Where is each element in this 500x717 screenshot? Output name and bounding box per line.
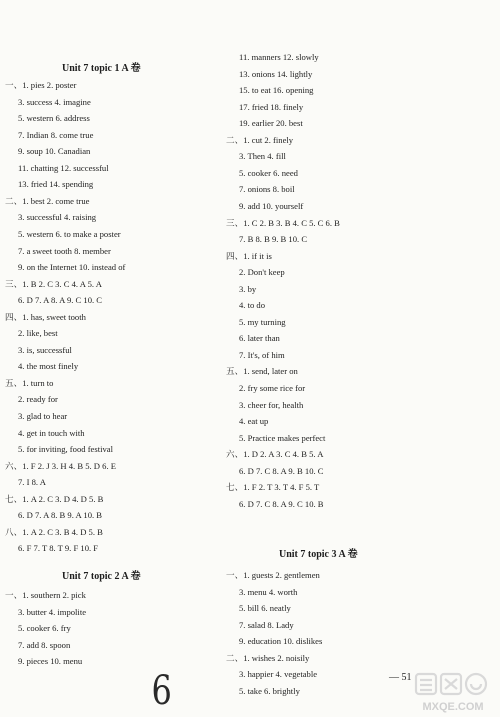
answer-line: 13. fried 14. spending (18, 179, 94, 190)
answer-line: 五、1. send, later on (226, 366, 298, 377)
answer-line: 17. fried 18. finely (239, 101, 304, 112)
watermark-logo (408, 672, 498, 716)
answer-line: 3. happier 4. vegetable (239, 669, 318, 679)
page-number: — 51 (389, 672, 412, 683)
answer-line: 四、1. has, sweet tooth (5, 311, 86, 322)
answer-line: 6. D 7. A 8. B 9. A 10. B (18, 510, 103, 521)
answer-line: 7. add 8. spoon (18, 639, 71, 650)
answer-line: 三、1. B 2. C 3. C 4. A 5. A (5, 278, 102, 289)
answer-line: 11. manners 12. slowly (239, 52, 319, 62)
answer-line: 7. onions 8. boil (239, 184, 295, 195)
answer-line: 一、1. pies 2. poster (5, 80, 77, 90)
answer-line: 11. chatting 12. successful (18, 162, 109, 173)
answer-line: 5. for inviting, food festival (18, 444, 113, 455)
answer-line: 7. salad 8. Lady (239, 619, 294, 630)
answer-line: 五、1. turn to (5, 377, 54, 388)
answer-line: 5. western 6. to make a poster (18, 228, 121, 239)
section-heading: Unit 7 topic 3 A 卷 (279, 549, 358, 560)
answer-line: 7. Indian 8. come true (18, 129, 94, 140)
watermark-text: MXQE.COM (422, 701, 484, 713)
answer-line: 9. on the Internet 10. instead of (18, 262, 126, 273)
answer-line: 2. like, best (18, 328, 58, 339)
answer-line: 5. Practice makes perfect (239, 432, 326, 443)
answer-line: 4. get in touch with (18, 427, 85, 438)
answer-line: 六、1. D 2. A 3. C 4. B 5. A (226, 449, 324, 460)
answer-line: 4. eat up (239, 416, 269, 427)
answer-line: 2. fry some rice for (239, 383, 306, 393)
answer-line: 三、1. C 2. B 3. B 4. C 5. C 6. B (226, 217, 340, 228)
answer-line: 7. It's, of him (239, 349, 285, 360)
right-column (218, 0, 448, 717)
answer-line: 3. successful 4. raising (18, 212, 97, 223)
answer-line: 2. ready for (18, 394, 58, 405)
answer-line: 5. cooker 6. fry (18, 623, 71, 633)
answer-line: 二、1. cut 2. finely (226, 134, 294, 145)
answer-line: 5. western 6. address (18, 113, 90, 124)
answer-line: 二、1. best 2. come true (5, 195, 90, 206)
answer-line: 6. D 7. A 8. A 9. C 10. C (18, 295, 103, 306)
answer-line: 9. add 10. yourself (239, 200, 304, 211)
answer-line: 4. to do (239, 300, 266, 311)
section-heading: Unit 7 topic 1 A 卷 (62, 63, 141, 74)
answer-line: 3. by (239, 283, 257, 294)
left-column (0, 0, 230, 717)
answer-line: 四、1. if it is (226, 250, 272, 261)
answer-line: 9. soup 10. Canadian (18, 146, 91, 157)
answer-line: 3. butter 4. impolite (18, 606, 87, 617)
answer-line: 八、1. A 2. C 3. B 4. D 5. B (5, 526, 103, 537)
answer-line: 15. to eat 16. opening (239, 85, 314, 96)
answer-line: 13. onions 14. lightly (239, 68, 313, 79)
answer-line: 6. D 7. C 8. A 9. C 10. B (239, 498, 324, 509)
section-heading: Unit 7 topic 2 A 卷 (62, 571, 141, 582)
answer-line: 6. D 7. C 8. A 9. B 10. C (239, 465, 324, 476)
answer-line: 4. the most finely (18, 361, 79, 372)
answer-line: 5. take 6. brightly (239, 685, 300, 696)
answer-line: 2. Don't keep (239, 267, 285, 278)
answer-line: 一、1. southern 2. pick (5, 590, 86, 600)
answer-line: 3. cheer for, health (239, 399, 304, 410)
answer-line: 3. success 4. imagine (18, 96, 91, 107)
answer-line: 3. is, successful (18, 344, 72, 355)
answer-line: 3. glad to hear (18, 411, 68, 421)
answer-line: 六、1. F 2. J 3. H 4. B 5. D 6. E (5, 460, 117, 471)
answer-line: 6. F 7. T 8. T 9. F 10. F (18, 543, 99, 554)
answer-line: 19. earlier 20. best (239, 118, 303, 129)
answer-line: 七、1. A 2. C 3. D 4. D 5. B (5, 493, 104, 504)
answer-line: 5. my turning (239, 316, 286, 327)
answer-line: 5. bill 6. neatly (239, 603, 291, 613)
answer-line: 7. B 8. B 9. B 10. C (239, 234, 308, 245)
answer-line: 二、1. wishes 2. noisily (226, 652, 310, 663)
answer-line: 3. menu 4. worth (239, 586, 298, 597)
answer-line: 3. Then 4. fill (239, 151, 286, 162)
answer-line: 7. I 8. A (18, 477, 46, 488)
answer-line: 一、1. guests 2. gentlemen (226, 570, 320, 580)
answer-line: 9. pieces 10. menu (18, 656, 83, 666)
answer-line: 5. cooker 6. need (239, 167, 298, 178)
answer-line: 7. a sweet tooth 8. member (18, 245, 111, 256)
handwritten-mark: 6 (151, 668, 172, 714)
answer-line: 6. later than (239, 333, 280, 344)
answer-line: 9. education 10. dislikes (239, 636, 323, 646)
answer-line: 七、1. F 2. T 3. T 4. F 5. T (226, 482, 320, 493)
